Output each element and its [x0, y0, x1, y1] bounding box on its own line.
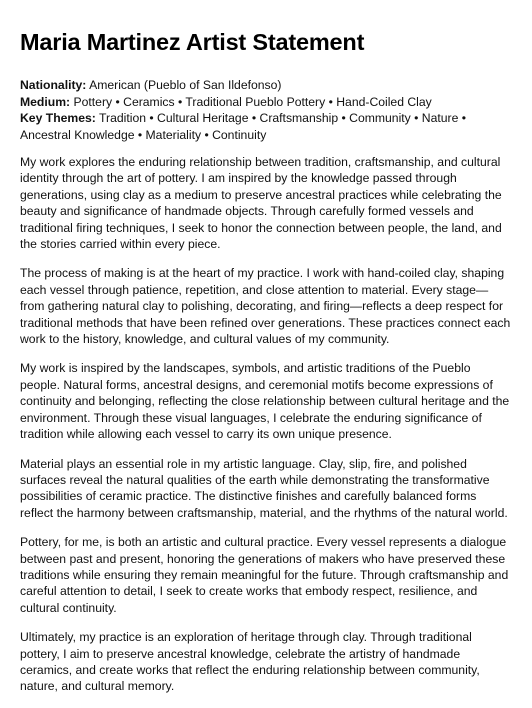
meta-key: Nationality: — [20, 78, 87, 92]
body-paragraph: My work is inspired by the landscapes, symbols, and artistic traditions of the Pueblo people. Natural forms, ancestral designs, and ceremonial motifs become expressions of continuity and belonging, reflecting the close relationship between cultural heritage and the environment. Through these visual languages, I celebrate the enduring significance of tradition while allowing each vessel to carry its own unique presence. — [20, 361, 510, 442]
body-paragraph: My work explores the enduring relationship between tradition, craftsmanship, and cultural identity through the art of pottery. I am inspired by the knowledge passed through generations, using clay as a medium to preserve ancestral practices while celebrating the beauty and significance of handmade objects. Through carefully formed vessels and traditional firing techniques, I seek to honor the connection between people, the land, and the stories carried within every piece. — [20, 155, 502, 252]
meta-key: Medium: — [20, 94, 71, 109]
metadata-block — [20, 77, 512, 143]
body-paragraph: The process of making is at the heart of my practice. I work with hand-coiled clay, shaping each vessel through patience, repetition, and close attention to material. Every stage—from gathering natural clay to polishing, decorating, and firing—reflects a deep respect for traditional methods that have been refined over generations. These practices connect each work to the history, knowledge, and cultural values of my community. — [20, 266, 511, 347]
meta-key: Key Themes: — [20, 111, 96, 125]
meta-key-themes — [20, 110, 512, 143]
body-paragraph: Pottery, for me, is both an artistic and cultural practice. Every vessel represents a dialogue between past and present, honoring the generations of makers who have preserved these traditions while ensuring they remain meaningful for the future. Through craftsmanship and careful attention to detail, I seek to create works that embody respect, resilience, and cultural continuity. — [20, 535, 509, 615]
meta-value: Tradition • Cultural Heritage • Craftsmanship • Community • Nature • Ancestral Knowledge • Materiality • Continuity — [20, 111, 467, 142]
body-paragraph: Material plays an essential role in my artistic language. Clay, slip, fire, and polished surfaces reveal the natural qualities of the earth while demonstrating the transformative possibilities of ceramic practice. The distinctive finishes and carefully balanced forms reflect the harmony between craftsmanship, material, and the rhythms of the natural world. — [20, 456, 508, 520]
body-paragraph: Ultimately, my practice is an exploration of heritage through clay. Through traditional pottery, I aim to preserve ancestral knowledge, celebrate the artistry of handmade ceramics, and create works that reflect the enduring relationship between community, nature, and cultural memory. — [20, 630, 480, 694]
meta-value: Pottery • Ceramics • Traditional Pueblo Pottery • Hand-Coiled Clay — [70, 94, 432, 109]
document-page — [20, 27, 512, 708]
meta-medium — [20, 94, 512, 111]
page-title: Maria Martinez Artist Statement — [20, 29, 365, 55]
meta-value: American (Pueblo of San Ildefonso) — [86, 78, 282, 92]
meta-nationality — [20, 77, 512, 94]
